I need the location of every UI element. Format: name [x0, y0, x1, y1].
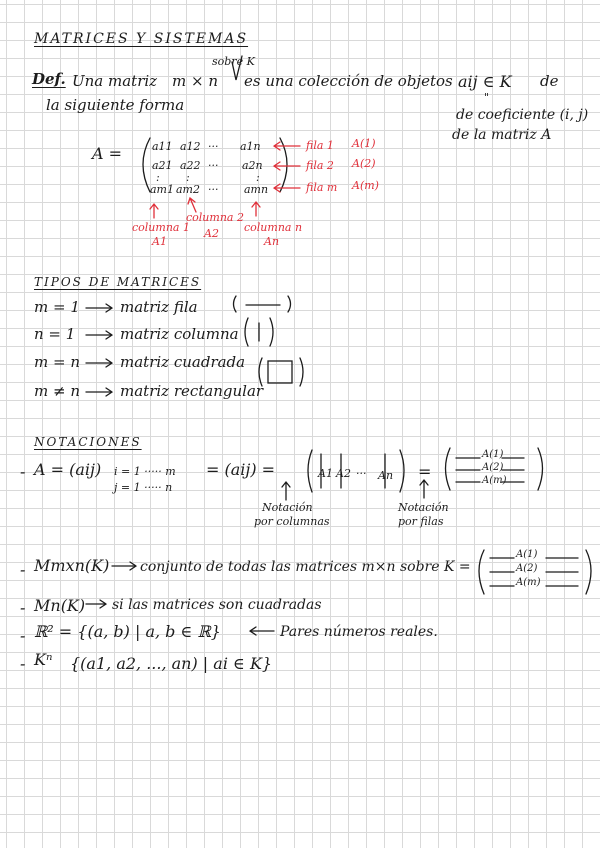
row2-arrow — [274, 162, 300, 170]
mmxn-lhs: Mmxn(K) — [34, 556, 110, 575]
notaciones-dash: - — [20, 462, 26, 481]
matrix-left-paren — [143, 138, 150, 192]
notaciones-a-eq: A = (aij) — [34, 460, 102, 479]
col1-arrow — [150, 204, 158, 218]
tipos-arrow-2 — [86, 331, 112, 339]
bullet-dash: - — [20, 626, 26, 645]
def-note-2: de la matriz A — [452, 127, 552, 143]
tipos-cond: m = n — [34, 353, 80, 371]
def-quote: " — [484, 91, 490, 104]
notaciones-row: A(m) — [482, 475, 507, 486]
rows-left-paren — [446, 448, 451, 490]
notaciones-heading: NOTACIONES — [34, 435, 142, 449]
matrix-cell: : — [186, 171, 190, 184]
cols-right-paren — [400, 450, 404, 492]
matrix-cell: amn — [244, 183, 269, 196]
col2-arrow — [188, 198, 196, 212]
tipos-arrow-3 — [86, 359, 112, 367]
def-text-2: la siguiente forma — [46, 96, 185, 114]
row-label: fila 1 — [306, 139, 334, 152]
def-text-1b: es una colección de objetos — [244, 72, 453, 90]
mn-text: si las matrices son cuadradas — [112, 597, 322, 613]
matrix-cell: a1n — [240, 140, 261, 153]
col-label: columna 2 — [186, 211, 244, 224]
note-rows-1: Notación — [398, 501, 449, 514]
tipos-name: matriz rectangular — [120, 382, 264, 400]
kn-set: {(a1, a2, ..., an) | ai ∈ K} — [70, 654, 273, 673]
mmxn-arrow — [112, 562, 136, 570]
tipos-arrow-1 — [86, 304, 112, 312]
page-title: MATRICES Y SISTEMAS — [34, 31, 249, 47]
note-cols-arrow — [282, 482, 290, 500]
row-label-sym: A(1) — [352, 137, 376, 150]
matrix-right-paren — [280, 138, 287, 192]
col-matrix-sketch — [245, 318, 273, 346]
notaciones-col: A1 — [318, 467, 333, 480]
matrix-cell: ··· — [208, 183, 219, 196]
notaciones-range-j: j = 1 ····· n — [114, 481, 173, 494]
matrix-cell: a12 — [180, 140, 201, 153]
mmxn-row: A(1) — [516, 549, 538, 560]
mn-lhs: Mn(K) — [34, 596, 86, 615]
mmxn-row: A(2) — [516, 563, 538, 574]
notaciones-range-i: i = 1 ····· m — [114, 465, 176, 478]
def-size: m × n — [172, 72, 218, 90]
tipos-heading: TIPOS DE MATRICES — [34, 275, 202, 289]
note-cols-2: por columnas — [254, 515, 330, 528]
r2-arrow — [250, 627, 274, 635]
row-label-sym: A(2) — [352, 157, 376, 170]
cols-left-paren — [308, 450, 312, 492]
notaciones-eq2: = (aij) = — [206, 460, 276, 479]
matrix-cell: : — [156, 171, 160, 184]
bullet-dash: - — [20, 654, 26, 673]
notaciones-col: A2 — [336, 467, 351, 480]
mmxn-right-paren — [586, 550, 591, 594]
tipos-name: matriz fila — [120, 298, 198, 316]
kn-lhs: Kⁿ — [34, 650, 53, 669]
col-label-sym: A1 — [152, 235, 167, 248]
mmxn-row: A(m) — [516, 577, 541, 588]
matrix-cell: am2 — [176, 183, 200, 196]
row-label: fila 2 — [306, 159, 334, 172]
matrix-cell: ··· — [208, 159, 219, 172]
def-de: de — [540, 72, 559, 90]
mmxn-left-paren — [479, 550, 484, 594]
matrix-cell: a2n — [242, 159, 263, 172]
mn-arrow — [86, 600, 106, 608]
def-text-1: Una matriz — [72, 72, 158, 90]
matrix-cell: a11 — [152, 140, 173, 153]
tipos-arrow-4 — [86, 388, 112, 396]
row-matrix-sketch — [234, 296, 291, 312]
r2-text: Pares números reales. — [280, 624, 438, 640]
def-over-label: sobre K — [212, 55, 255, 68]
col-label-sym: A2 — [204, 227, 219, 240]
row1-arrow — [274, 142, 300, 150]
notaciones-row: A(2) — [482, 462, 504, 473]
rowm-arrow — [274, 184, 300, 192]
tipos-name: matriz columna — [120, 325, 239, 343]
square-matrix-sketch — [259, 358, 303, 386]
tipos-name: matriz cuadrada — [120, 353, 246, 371]
row-label: fila m — [306, 181, 338, 194]
r2-lhs: ℝ² = {(a, b) | a, b ∈ ℝ} — [34, 622, 221, 641]
note-rows-2: por filas — [398, 515, 444, 528]
def-note-1: de coeficiente (i, j) — [456, 107, 589, 123]
col-label: columna 1 — [132, 221, 190, 234]
bullet-dash: - — [20, 560, 26, 579]
matrix-lhs: A = — [92, 144, 123, 163]
note-rows-arrow — [420, 480, 428, 498]
square-box — [268, 361, 292, 383]
col-label: columna n — [244, 221, 303, 234]
tipos-cond: n = 1 — [34, 325, 76, 343]
tipos-cond: m ≠ n — [34, 382, 80, 400]
matrix-cell: am1 — [150, 183, 174, 196]
matrix-cell: a21 — [152, 159, 173, 172]
note-cols-1: Notación — [262, 501, 313, 514]
notaciones-row: A(1) — [482, 449, 504, 460]
notaciones-eq3: = — [418, 462, 432, 481]
tipos-cond: m = 1 — [34, 298, 80, 316]
def-element: aij ∈ K — [458, 72, 512, 91]
matrix-cell: a22 — [180, 159, 201, 172]
rows-right-paren — [538, 448, 543, 490]
row-label-sym: A(m) — [352, 179, 379, 192]
matrix-cell: : — [256, 171, 260, 184]
coln-arrow — [252, 202, 260, 216]
col-label-sym: An — [264, 235, 280, 248]
matrix-cell: ··· — [208, 140, 219, 153]
notaciones-col: ··· — [356, 467, 367, 480]
notaciones-col: An — [378, 469, 394, 482]
mmxn-text: conjunto de todas las matrices m×n sobre K = — [140, 559, 471, 575]
bullet-dash: - — [20, 598, 26, 617]
def-label: Def. — [32, 70, 66, 88]
